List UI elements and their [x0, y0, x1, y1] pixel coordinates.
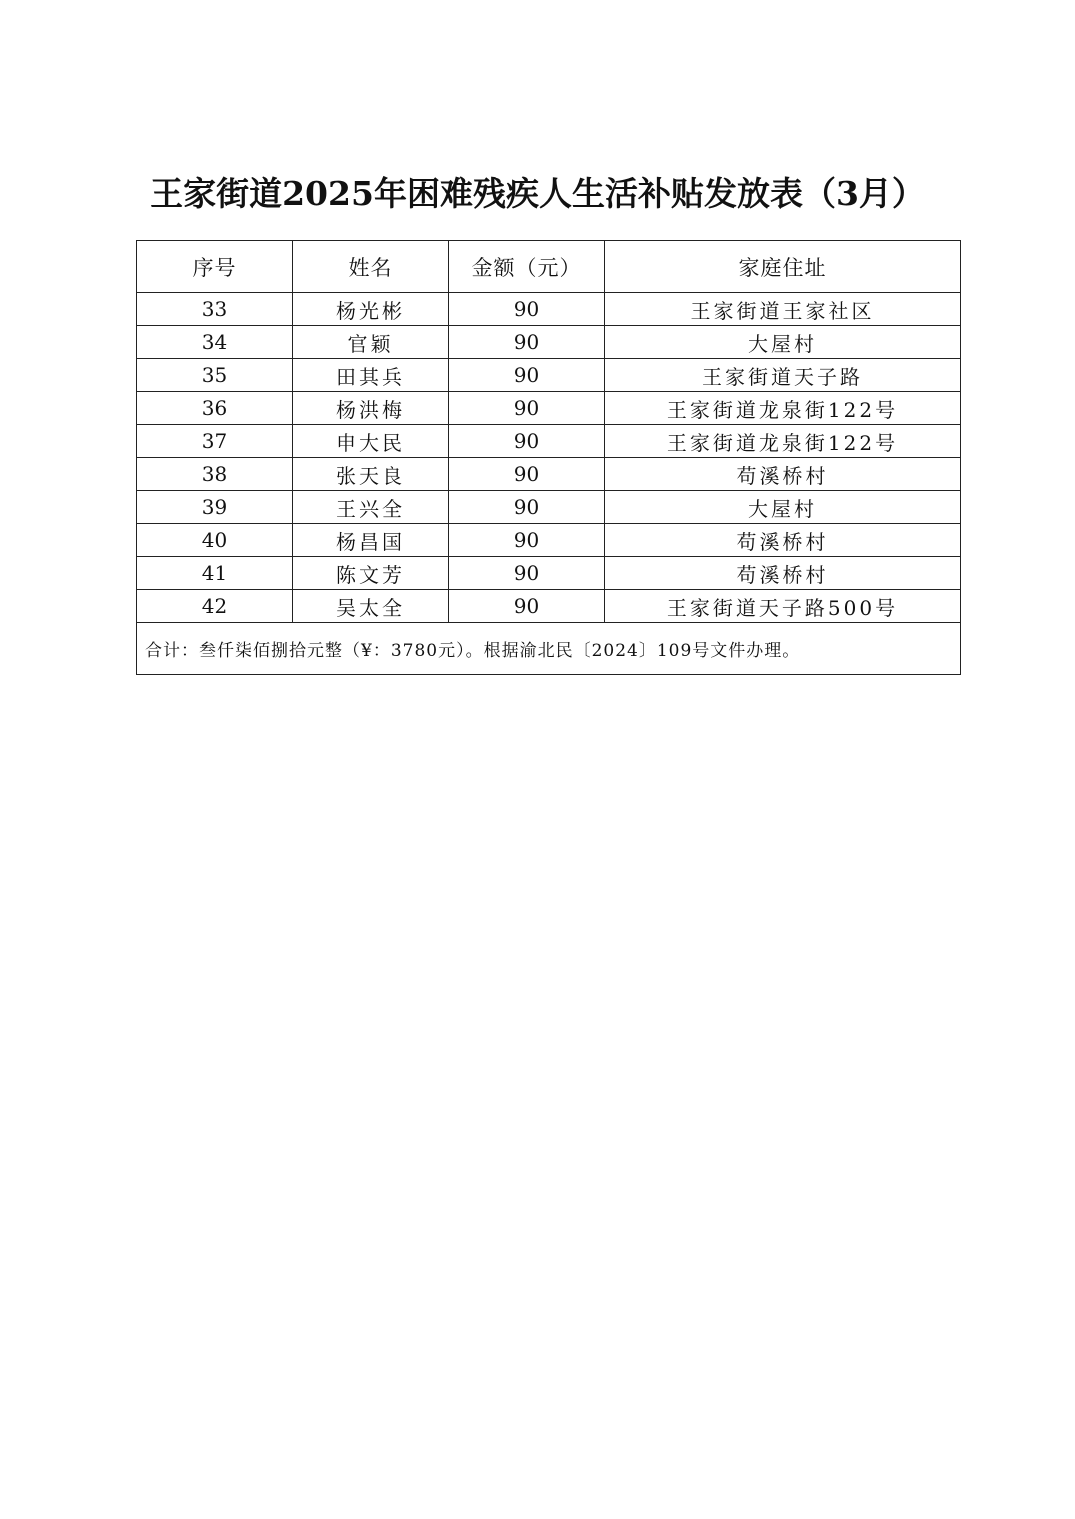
total-note: 合计：叁仟柒佰捌拾元整（¥：3780元）。根据渝北民〔2024〕109号文件办理。 [137, 623, 961, 675]
row-amount: 90 [449, 392, 605, 425]
row-number: 34 [137, 326, 293, 359]
row-name: 申大民 [293, 425, 449, 458]
row-number: 38 [137, 458, 293, 491]
row-amount: 90 [449, 458, 605, 491]
row-name: 吴太全 [293, 590, 449, 623]
row-name: 官颖 [293, 326, 449, 359]
subsidy-table [136, 240, 961, 675]
row-name: 张天良 [293, 458, 449, 491]
row-address: 大屋村 [605, 326, 961, 359]
table-row [137, 359, 961, 392]
total-row [137, 623, 961, 675]
table-row [137, 557, 961, 590]
table-row [137, 458, 961, 491]
row-amount: 90 [449, 425, 605, 458]
table-row [137, 491, 961, 524]
row-number: 37 [137, 425, 293, 458]
table-row [137, 524, 961, 557]
table-row [137, 326, 961, 359]
row-amount: 90 [449, 359, 605, 392]
row-name: 田其兵 [293, 359, 449, 392]
row-amount: 90 [449, 590, 605, 623]
table-row [137, 590, 961, 623]
row-address: 大屋村 [605, 491, 961, 524]
row-number: 41 [137, 557, 293, 590]
table-row [137, 293, 961, 326]
row-name: 王兴全 [293, 491, 449, 524]
column-header-name: 姓名 [293, 241, 449, 293]
row-name: 杨洪梅 [293, 392, 449, 425]
row-number: 35 [137, 359, 293, 392]
row-address: 苟溪桥村 [605, 458, 961, 491]
row-number: 40 [137, 524, 293, 557]
row-address: 王家街道龙泉街122号 [605, 392, 961, 425]
column-header-number: 序号 [137, 241, 293, 293]
row-number: 42 [137, 590, 293, 623]
row-name: 陈文芳 [293, 557, 449, 590]
row-amount: 90 [449, 491, 605, 524]
row-amount: 90 [449, 293, 605, 326]
row-amount: 90 [449, 326, 605, 359]
row-number: 33 [137, 293, 293, 326]
row-number: 36 [137, 392, 293, 425]
row-number: 39 [137, 491, 293, 524]
row-address: 王家街道龙泉街122号 [605, 425, 961, 458]
row-amount: 90 [449, 557, 605, 590]
row-amount: 90 [449, 524, 605, 557]
table-header-row [137, 241, 961, 293]
row-address: 王家街道天子路500号 [605, 590, 961, 623]
row-name: 杨光彬 [293, 293, 449, 326]
document-title: 王家街道2025年困难残疾人生活补贴发放表（3月） [150, 174, 925, 213]
column-header-address: 家庭住址 [605, 241, 961, 293]
row-name: 杨昌国 [293, 524, 449, 557]
table-row [137, 425, 961, 458]
table-row [137, 392, 961, 425]
row-address: 苟溪桥村 [605, 524, 961, 557]
row-address: 王家街道天子路 [605, 359, 961, 392]
row-address: 王家街道王家社区 [605, 293, 961, 326]
column-header-amount: 金额（元） [449, 241, 605, 293]
row-address: 苟溪桥村 [605, 557, 961, 590]
